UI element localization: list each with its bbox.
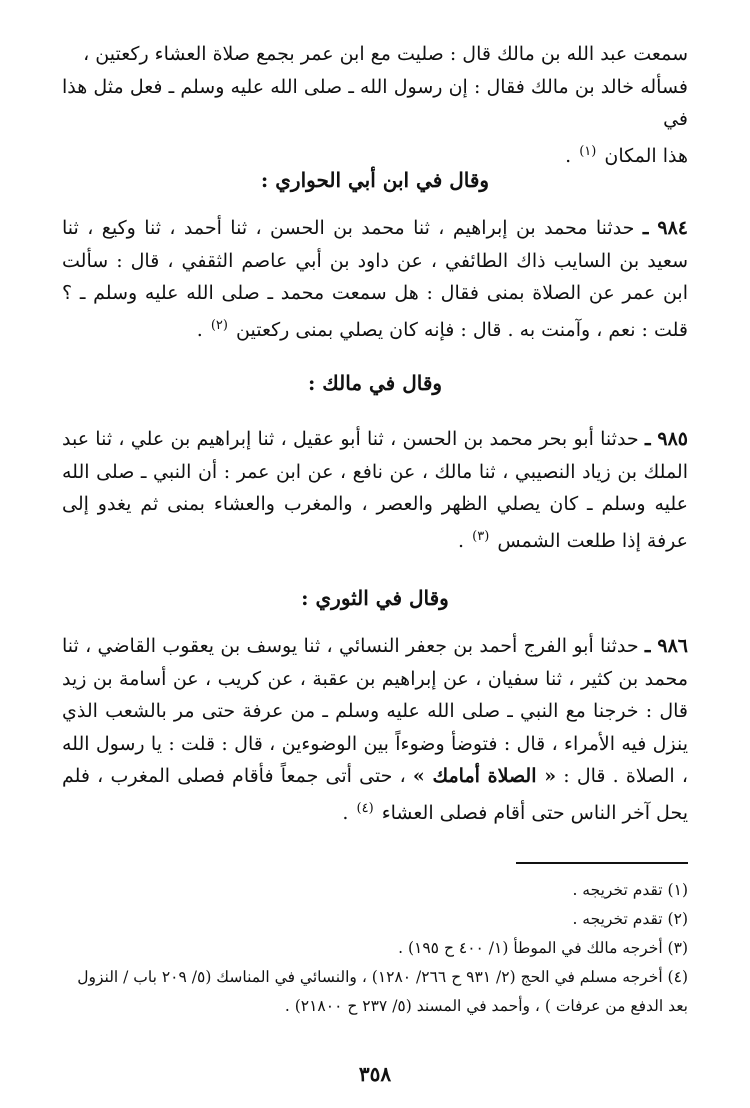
footnote-divider bbox=[516, 862, 688, 864]
footnote: (٣) أخرجه مالك في الموطأ (١/ ٤٠٠ ح ١٩٥) . bbox=[398, 939, 688, 957]
paragraph-continuation bbox=[62, 38, 688, 172]
hadith-number: ٩٨٦ ـ bbox=[644, 635, 688, 657]
hadith-number: ٩٨٥ ـ bbox=[644, 428, 688, 450]
footnote-ref: (١) bbox=[579, 143, 597, 159]
section-heading: وقال في مالك : bbox=[307, 371, 443, 395]
line: سمعت عبد الله بن مالك قال : صليت مع ابن عمر بجمع صلاة العشاء ركعتين ، bbox=[83, 43, 688, 65]
end-mark: . bbox=[196, 318, 203, 341]
hadith-text: حدثنا أبو بحر محمد بن الحسن ، ثنا أبو عقيل ، ثنا إبراهيم بن علي ، ثنا عبد الملك بن زياد النصيبي ، ثنا مالك ، عن نافع ، عن ابن عمر : أن النبي ـ صلى الله عليه وسلم ـ كان يصلي الظهر والعصر ، والمغرب والعشاء بمنى ثم يغدو إلى عرفة إذا طلعت الشمس bbox=[62, 428, 688, 552]
hadith-984 bbox=[62, 212, 688, 346]
hadith-number: ٩٨٤ ـ bbox=[642, 217, 689, 239]
footnotes bbox=[62, 876, 688, 1021]
page-number: ٣٥٨ bbox=[358, 1062, 392, 1086]
section-heading: وقال في الثوري : bbox=[301, 586, 449, 610]
hadith-986 bbox=[62, 630, 688, 829]
footnote: (١) تقدم تخريجه . bbox=[572, 881, 688, 899]
footnote-ref: (٢) bbox=[210, 317, 228, 333]
hadith-text: حدثنا أبو الفرج أحمد بن جعفر النسائي ، ثنا يوسف بن يعقوب القاضي ، ثنا محمد بن كثير ، ثنا سفيان ، عن إبراهيم بن عقبة ، عن كريب ، عن أسامة بن زيد قال : خرجنا مع النبي ـ صلى الله عليه وسلم ـ من عرفة حتى مر بالشعب الذي ينزل فيه الأمراء ، قال : فتوضأ وضوءاً بين الوضوءين ، قال : قلت : يا رسول الله ، الصلاة . قال : bbox=[62, 635, 688, 787]
section-heading: وقال في ابن أبي الحواري : bbox=[260, 168, 490, 192]
footnote: (٢) تقدم تخريجه . bbox=[572, 910, 688, 928]
line: فسأله خالد بن مالك فقال : إن رسول الله ـ صلى الله عليه وسلم ـ فعل مثل هذا في bbox=[62, 75, 688, 130]
hadith-text: حدثنا محمد بن إبراهيم ، ثنا محمد بن الحسن ، ثنا أحمد ، ثنا وكيع ، ثنا سعيد بن السايب ذاك الطائفي ، عن داود بن أبي عاصم الثقفي ، قال : سألت ابن عمر عن الصلاة بمنى فقال : هل سمعت محمد ـ صلى الله عليه وسلم ـ ؟ قلت : نعم ، وآمنت به . قال : فإنه كان يصلي بمنى ركعتين bbox=[62, 217, 688, 341]
footnote: (٤) أخرجه مسلم في الحج (٢/ ٩٣١ ح ٢٦٦/ ١٢٨٠) ، والنسائي في المناسك (٥/ ٢٠٩ باب / النزول بعد الدفع من عرفات ) ، وأحمد في المسند (٥/ ٢٣٧ ح ٢١٨٠٠) . bbox=[77, 968, 688, 1015]
end-mark: . bbox=[458, 529, 465, 552]
end-mark: . bbox=[565, 144, 572, 167]
footnote-ref: (٤) bbox=[356, 800, 374, 816]
hadith-text: ، حتى أتى جمعاً فأقام فصلى المغرب ، فلم يحل آخر الناس حتى أقام فصلى العشاء bbox=[62, 765, 688, 824]
line: هذا المكان bbox=[604, 144, 688, 167]
footnote-ref: (٣) bbox=[472, 528, 490, 544]
end-mark: . bbox=[342, 801, 349, 824]
hadith-985 bbox=[62, 423, 688, 557]
prophet-quote: « الصلاة أمامك » bbox=[412, 765, 557, 787]
